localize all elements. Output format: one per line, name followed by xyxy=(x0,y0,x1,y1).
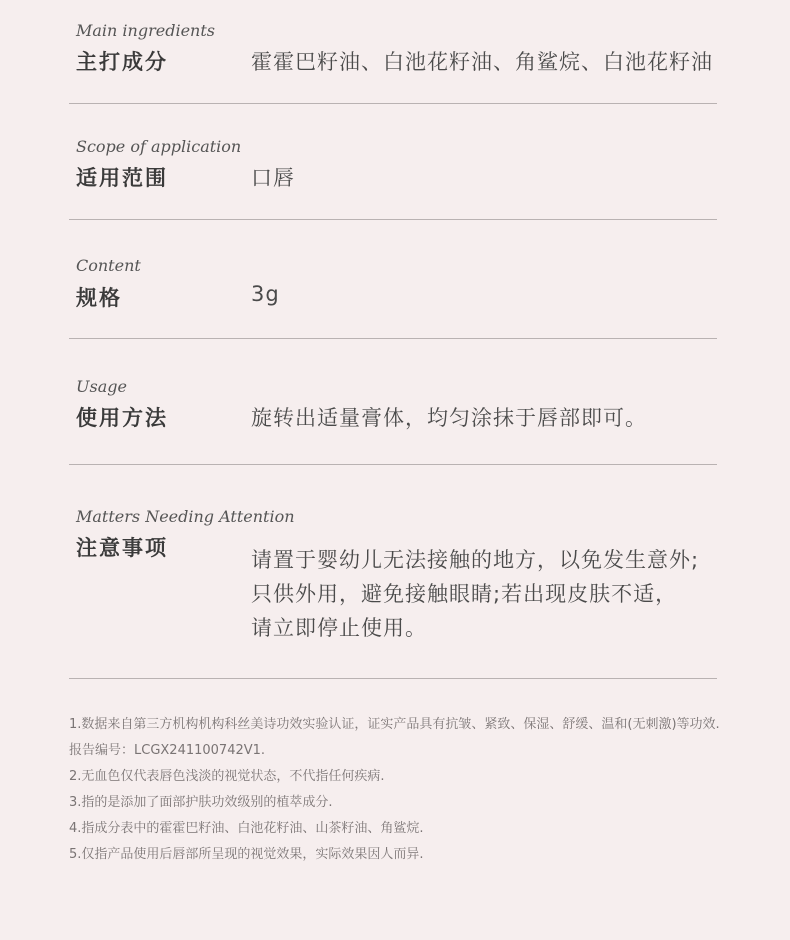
content-value: 3g xyxy=(251,282,280,306)
usage-value: 旋转出适量膏体，均匀涂抹于唇部即可。 xyxy=(251,406,647,430)
scope-value: 口唇 xyxy=(251,166,295,190)
usage-label: 使用方法 xyxy=(76,406,168,430)
divider xyxy=(69,464,717,465)
scope-label: 适用范围 xyxy=(76,166,168,190)
footnotes xyxy=(69,712,729,868)
attention-line: 请置于婴幼儿无法接触的地方，以免发生意外; xyxy=(251,548,700,572)
attention-line: 只供外用，避免接触眼睛;若出现皮肤不适， xyxy=(251,582,678,606)
ingredients-en-label: Main ingredients xyxy=(76,21,215,40)
attention-label: 注意事项 xyxy=(76,536,168,560)
footnote-item: 2.无血色仅代表唇色浅淡的视觉状态，不代指任何疾病. xyxy=(69,769,385,784)
divider xyxy=(69,219,717,220)
footnote-item: 3.指的是添加了面部护肤功效级别的植萃成分. xyxy=(69,795,333,810)
ingredients-value: 霍霍巴籽油、白池花籽油、角鲨烷、白池花籽油 xyxy=(251,50,713,74)
footnote-item: 5.仅指产品使用后唇部所呈现的视觉效果，实际效果因人而异. xyxy=(69,847,424,862)
attention-line: 请立即停止使用。 xyxy=(251,616,427,640)
attention-en-label: Matters Needing Attention xyxy=(76,507,295,526)
scope-en-label: Scope of application xyxy=(76,137,242,156)
divider xyxy=(69,103,717,104)
footnote-item: 1.数据来自第三方机构机构科丝美诗功效实验认证，证实产品具有抗皱、紧致、保湿、舒缓、温和(无刺激)等功效.报告编号：LCGX241100742V1. xyxy=(69,717,720,758)
content-en-label: Content xyxy=(76,256,141,275)
content-label: 规格 xyxy=(76,286,122,310)
ingredients-label: 主打成分 xyxy=(76,50,168,74)
footnote-item: 4.指成分表中的霍霍巴籽油、白池花籽油、山茶籽油、角鲨烷. xyxy=(69,821,424,836)
divider xyxy=(69,678,717,679)
usage-en-label: Usage xyxy=(76,377,127,396)
divider xyxy=(69,338,717,339)
attention-value xyxy=(251,543,699,645)
